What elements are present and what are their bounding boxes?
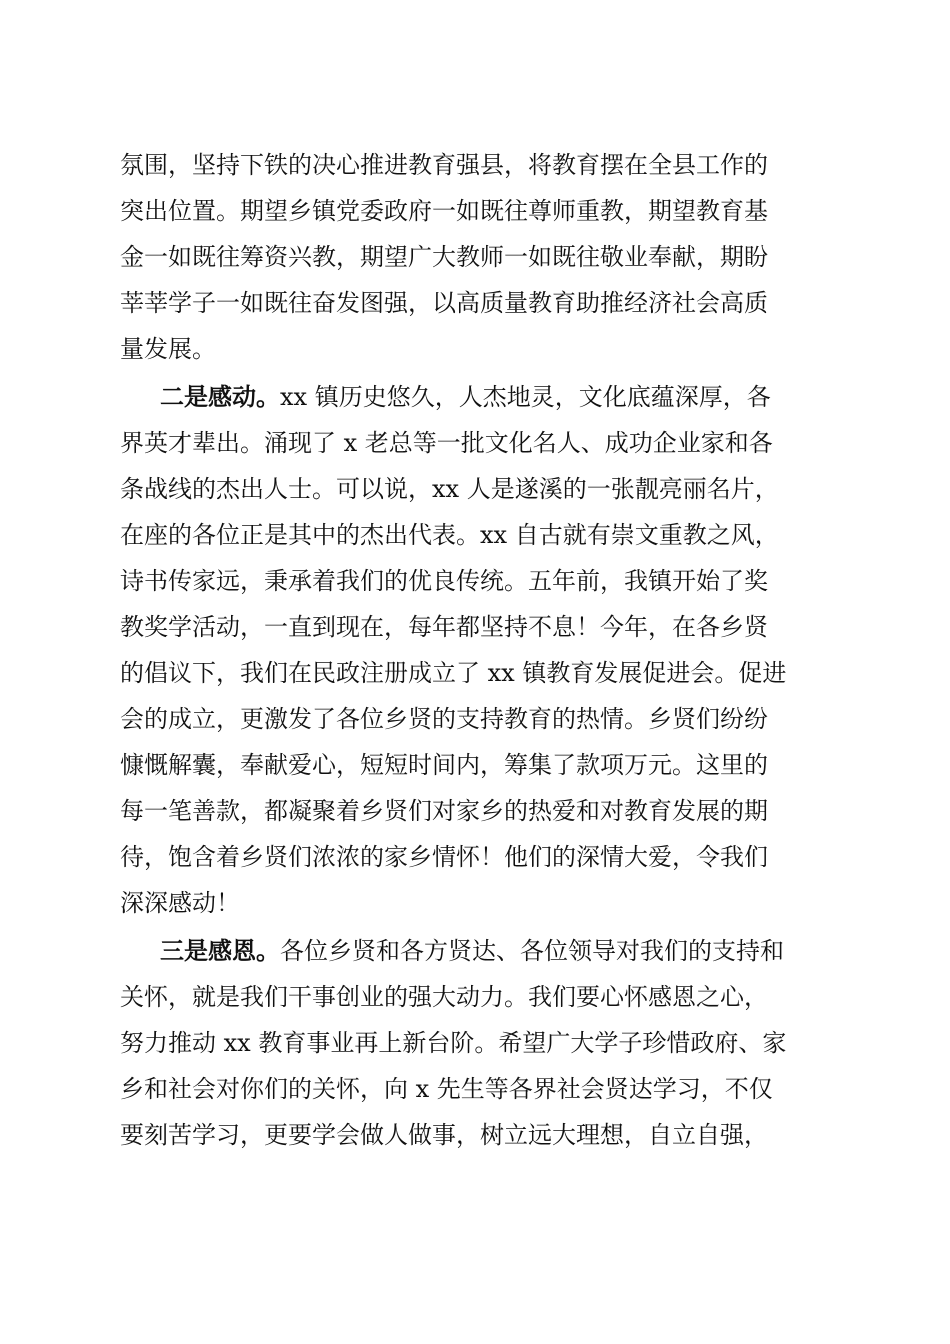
paragraph-2: [120, 374, 832, 926]
paragraph-3: [120, 928, 832, 1158]
paragraph-first-line-text: xx 镇历史悠久，人杰地灵，文化底蕴深厚，各: [280, 383, 771, 411]
text-line: 关怀，就是我们干事创业的强大动力。我们要心怀感恩之心，: [120, 983, 768, 1011]
text-line: 深深感动！: [120, 889, 240, 917]
text-line: 突出位置。期望乡镇党委政府一如既往尊师重教，期望教育基: [120, 197, 768, 225]
text-line: 待，饱含着乡贤们浓浓的家乡情怀！他们的深情大爱，令我们: [120, 843, 768, 871]
text-line: 莘莘学子一如既往奋发图强，以高质量教育助推经济社会高质: [120, 289, 768, 317]
paragraph-first-line: [120, 928, 832, 974]
text-line: 氛围，坚持下铁的决心推进教育强县，将教育摆在全县工作的: [120, 151, 768, 179]
document-body: [120, 142, 832, 1158]
text-line: 要刻苦学习，更要学会做人做事，树立远大理想，自立自强，: [120, 1121, 768, 1149]
text-line: 乡和社会对你们的关怀，向 x 先生等各界社会贤达学习，不仅: [120, 1075, 773, 1103]
text-line: 量发展。: [120, 335, 216, 363]
paragraph-lead-heading: 二是感动。: [160, 382, 280, 411]
paragraph-lead-heading: 三是感恩。: [160, 936, 280, 965]
text-line: 每一笔善款，都凝聚着乡贤们对家乡的热爱和对教育发展的期: [120, 797, 768, 825]
text-line: 条战线的杰出人士。可以说，xx 人是遂溪的一张靓亮丽名片，: [120, 475, 779, 503]
text-line: 界英才辈出。涌现了 x 老总等一批文化名人、成功企业家和各: [120, 429, 773, 457]
text-line: 金一如既往筹资兴教，期望广大教师一如既往敬业奉献，期盼: [120, 243, 768, 271]
paragraph-first-line: [120, 374, 832, 420]
text-line: 的倡议下，我们在民政注册成立了 xx 镇教育发展促进会。促进: [120, 659, 787, 687]
text-line: 在座的各位正是其中的杰出代表。xx 自古就有崇文重教之风，: [120, 521, 779, 549]
text-line: 慷慨解囊，奉献爱心，短短时间内，筹集了款项万元。这里的: [120, 751, 768, 779]
paragraph-1: [120, 142, 832, 372]
text-line: 诗书传家远，秉承着我们的优良传统。五年前，我镇开始了奖: [120, 567, 768, 595]
paragraph-first-line-text: 各位乡贤和各方贤达、各位领导对我们的支持和: [280, 937, 784, 965]
text-line: 教奖学活动，一直到现在，每年都坚持不息！今年，在各乡贤: [120, 613, 768, 641]
text-line: 努力推动 xx 教育事业再上新台阶。希望广大学子珍惜政府、家: [120, 1029, 787, 1057]
text-line: 会的成立，更激发了各位乡贤的支持教育的热情。乡贤们纷纷: [120, 705, 768, 733]
